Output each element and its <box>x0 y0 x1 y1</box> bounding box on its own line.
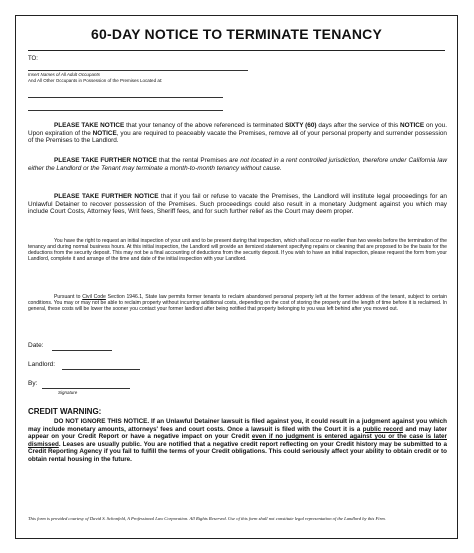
notice-page <box>15 15 458 539</box>
footer-disclaimer: This form is provided courtesy of David S. Schonfeld, A Professional Law Corporation. All Rights Reserved. Use of this form shall not constitute legal representation of the Landlord by this Firm. <box>28 516 386 521</box>
document-title: 60-DAY NOTICE TO TERMINATE TENANCY <box>91 26 382 42</box>
rent-control-paragraph: PLEASE TAKE FURTHER NOTICE that the rental Premises are not located in a rent controlled jurisdiction, therefore under California law either the Landlord or the Tenant may terminate a month-to-month tenancy without cause. <box>28 157 447 172</box>
by-label: By: <box>28 380 38 387</box>
credit-warning-paragraph: DO NOT IGNORE THIS NOTICE. If an Unlawful Detainer lawsuit is filed against you, it could result in a judgment against you which may include monetary amounts, attorneys' fees and court costs. Once a lawsuit is filed with the Court it is a public record and may later appear on your Credit Report or have a negative impact on your Credit even if no judgment is entered against you or the case is later dismissed. Leases are usually public. You are notified that a negative credit report reflecting on your Credit history may be submitted to a Credit Reporting Agency if you fail to fulfill the terms of your Credit obligations. This could seriously affect your ability to obtain credit or to obtain rental housing in the future. <box>28 418 448 463</box>
landlord-label: Landlord: <box>28 361 56 368</box>
address-line-2 <box>28 110 223 111</box>
occupants-caption: Insert Names of All Adult Occupants <box>28 72 100 77</box>
date-line <box>52 350 112 351</box>
notice-paragraph: PLEASE TAKE NOTICE that your tenancy of the above referenced is terminated SIXTY (60) days after the service of this NOTICE on you. Upon expiration of the NOTICE, you are required to peaceably vacate the Premises, remove all of your personal property and surrender possession of the Premises to the Landlord. <box>28 122 447 145</box>
landlord-line <box>62 369 140 370</box>
legal-proceedings-paragraph: PLEASE TAKE FURTHER NOTICE that if you fail or refuse to vacate the Premises, the Landlord will institute legal proceedings for an Unlawful Detainer to recover possession of the Premises. Such proceedings could also result in a monetary Judgment against you which may include Court Costs, Attorney fees, Writ fees, Sheriff fees, and for such further relief as the Court may deem proper. <box>28 193 447 216</box>
date-label: Date: <box>28 342 44 349</box>
to-label: TO: <box>28 56 38 62</box>
inspection-paragraph: You have the right to request an initial inspection of your unit and to be present during that inspection, which shall occur no earlier than two weeks before the termination of the tenancy and during normal business hours. At this initial inspection, the Landlord will provide an itemized statement specifying repairs or cleaning that are proposed to be the basis for the deductions from the security deposit. This may not be a final accounting of deductions from the security deposit. If you wish to have an initial inspection, please request the form from your Landlord, complete it and arrange of the time and date of the initial inspection with your Landlord. <box>28 238 447 263</box>
credit-warning-heading: CREDIT WARNING: <box>28 407 102 416</box>
abandoned-property-paragraph: Pursuant to Civil Code Section 1946.1, State law permits former tenants to reclaim abandoned personal property left at the former address of the tenant, subject to certain conditions. You may or may not be able to reclaim property without incurring additional costs, depending on the cost of storing the property and the length of time before it is reclaimed. In general, these costs will be lower the sooner you contact your former landlord after being notified that property belonging to you was left behind after you moved out. <box>28 294 447 313</box>
title-divider <box>28 50 445 51</box>
premises-caption: And All Other Occupants in Possession of the Premises Located at: <box>28 78 163 83</box>
signature-caption: Signature <box>58 390 78 395</box>
signature-line <box>42 388 130 389</box>
address-line-1 <box>28 97 223 98</box>
occupants-line <box>28 70 248 71</box>
